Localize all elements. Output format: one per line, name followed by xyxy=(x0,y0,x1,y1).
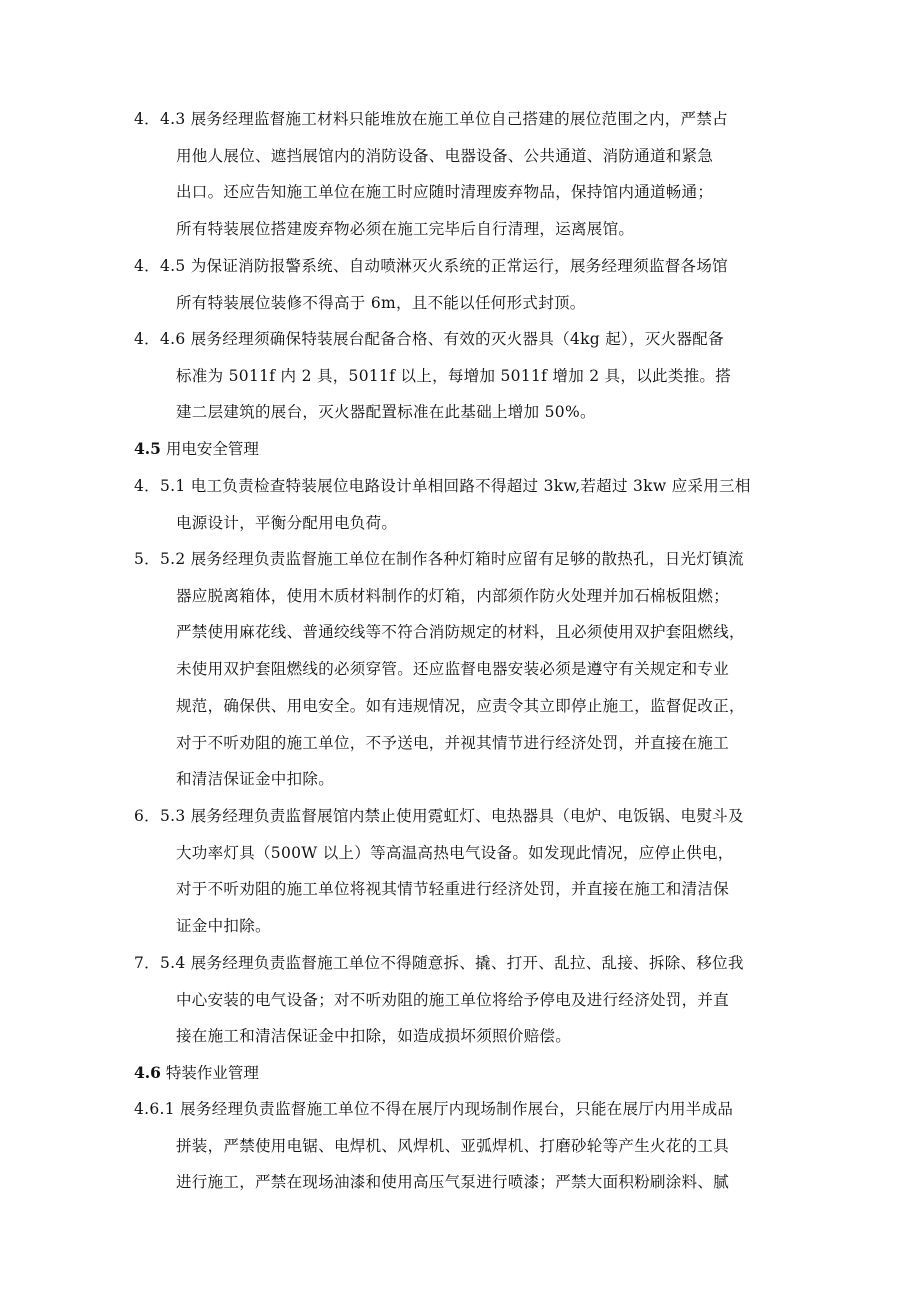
clause-line: 5．5.2 展务经理负责监督施工单位在制作各种灯箱时应留有足够的散热孔，日光灯镇流 xyxy=(134,550,744,568)
section-title: 特装作业管理 xyxy=(165,1064,259,1082)
clause-line: 4.6.1 展务经理负责监督施工单位不得在展厅内现场制作展台，只能在展厅内用半成品 xyxy=(134,1100,734,1118)
clause-line: 7．5.4 展务经理负责监督施工单位不得随意拆、撬、打开、乱拉、乱接、拆除、移位我 xyxy=(134,954,744,972)
clause-6-5-3 xyxy=(134,798,794,945)
clause-line: 进行施工，严禁在现场油漆和使用高压气泵进行喷漆；严禁大面积粉刷涂料、腻 xyxy=(176,1173,730,1192)
clause-line: 所有特装展位装修不得高于 6m，且不能以任何形式封顶。 xyxy=(176,293,586,312)
clause-line: 出口。还应告知施工单位在施工时应随时清理废弃物品，保持馆内通道畅通； xyxy=(176,183,714,202)
clause-line: 用他人展位、遮挡展馆内的消防设备、电器设备、公共通道、消防通道和紧急 xyxy=(176,146,714,165)
section-number: 4.6 xyxy=(134,1063,161,1082)
section-number: 4.5 xyxy=(134,439,161,458)
clause-line: 建二层建筑的展台，灭火器配置标准在此基础上增加 50%。 xyxy=(176,403,596,422)
clause-4-5-1 xyxy=(134,468,794,541)
clause-line: 和清洁保证金中扣除。 xyxy=(176,770,335,789)
clause-line: 规范，确保供、用电安全。如有违规情况，应责令其立即停止施工，监督促改正， xyxy=(176,696,745,715)
clause-7-5-4 xyxy=(134,945,794,1055)
clause-4-6-1 xyxy=(134,1091,794,1201)
clause-line: 中心安装的电气设备；对不听劝阻的施工单位将给予停电及进行经济处罚，并直 xyxy=(176,990,730,1009)
clause-4-4-6 xyxy=(134,321,794,431)
clause-line: 4．4.5 为保证消防报警系统、自动喷淋灭火系统的正常运行，展务经理须监督各场馆 xyxy=(134,257,728,275)
clause-line: 4．5.1 电工负责检查特装展位电路设计单相回路不得超过 3kw,若超过 3kw 应采用三相 xyxy=(134,477,751,495)
clause-line: 器应脱离箱体，使用木质材料制作的灯箱，内部须作防火处理并加石棉板阻燃； xyxy=(176,586,730,605)
clause-4-4-3 xyxy=(134,101,794,248)
clause-line: 标准为 5011f 内 2 具，5011f 以上，每增加 5011f 增加 2 具，以此类推。搭 xyxy=(176,366,732,385)
clause-4-4-5 xyxy=(134,248,794,321)
clause-line: 4．4.6 展务经理须确保特装展台配备合格、有效的灭火器具（4kg 起），灭火器配备 xyxy=(134,330,724,348)
section-title: 用电安全管理 xyxy=(165,440,259,458)
section-heading-4-5 xyxy=(134,431,259,468)
clause-line: 证金中扣除。 xyxy=(176,917,271,936)
clause-line: 对于不听劝阻的施工单位，不予送电，并视其情节进行经济处罚，并直接在施工 xyxy=(176,733,730,752)
section-heading-4-6 xyxy=(134,1055,259,1092)
clause-line: 大功率灯具（500W 以上）等高温高热电气设备。如发现此情况，应停止供电， xyxy=(176,843,734,862)
clause-line: 未使用双护套阻燃线的必须穿管。还应监督电器安装必须是遵守有关规定和专业 xyxy=(176,660,730,679)
clause-line: 严禁使用麻花线、普通绞线等不符合消防规定的材料，且必须使用双护套阻燃线， xyxy=(176,623,745,642)
clause-line: 6．5.3 展务经理负责监督展馆内禁止使用霓虹灯、电热器具（电炉、电饭锅、电熨斗及 xyxy=(134,807,744,825)
clause-line: 对于不听劝阻的施工单位将视其情节轻重进行经济处罚，并直接在施工和清洁保 xyxy=(176,880,730,899)
clause-line: 所有特装展位搭建废弃物必须在施工完毕后自行清理，运离展馆。 xyxy=(176,220,635,239)
clause-line: 拼装，严禁使用电锯、电焊机、风焊机、亚弧焊机、打磨砂轮等产生火花的工具 xyxy=(176,1136,730,1155)
clause-line: 4．4.3 展务经理监督施工材料只能堆放在施工单位自己搭建的展位范围之内，严禁占 xyxy=(134,110,728,128)
clause-5-5-2 xyxy=(134,541,794,798)
clause-line: 接在施工和清洁保证金中扣除，如造成损坏须照价赔偿。 xyxy=(176,1027,572,1046)
clause-line: 电源设计，平衡分配用电负荷。 xyxy=(176,513,398,532)
